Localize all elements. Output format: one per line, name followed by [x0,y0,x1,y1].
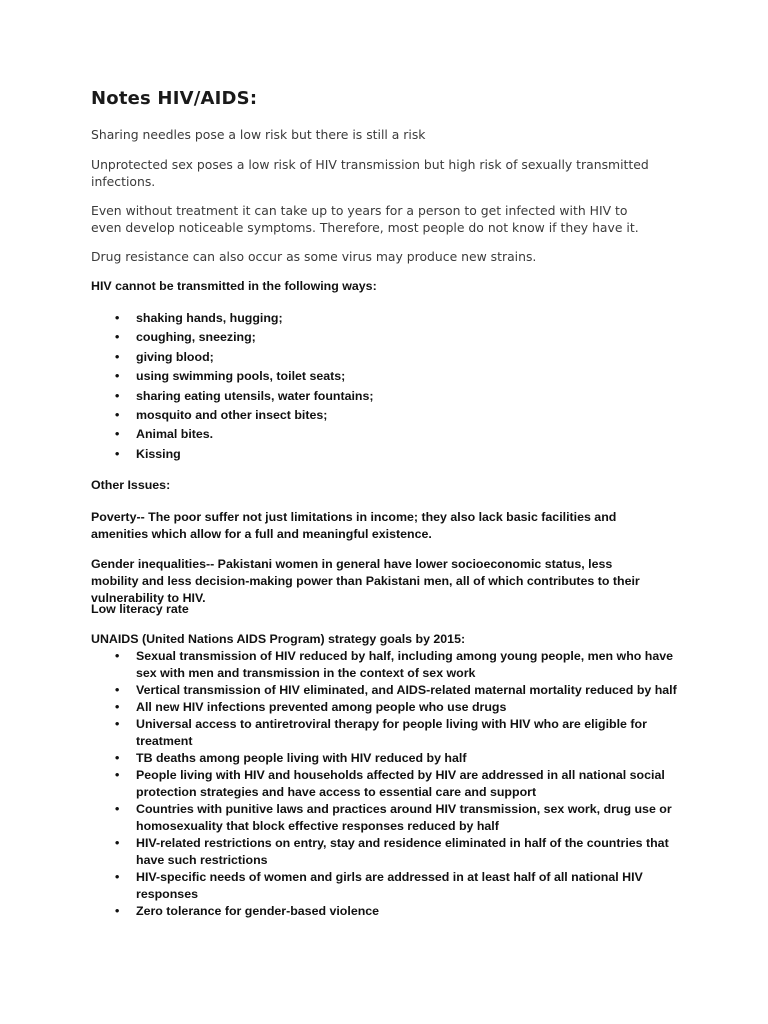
list-item: • Vertical transmission of HIV eliminated, and AIDS-related maternal mortality reduced by half [91,682,691,699]
not-transmitted-list [91,309,691,464]
unaids-goals-list [91,648,691,920]
intro-paragraph: Unprotected sex poses a low risk of HIV transmission but high risk of sexually transmitted infections. [91,157,649,189]
list-item: • People living with HIV and households affected by HIV are addressed in all national social protection strategies and have access to essential care and support [91,767,691,801]
poverty-paragraph: Poverty-- The poor suffer not just limitations in income; they also lack basic facilities and amenities which allow for a full and meaningful existence. [91,510,617,541]
intro-paragraph: Sharing needles pose a low risk but there is still a risk [91,127,426,142]
list-item: • sharing eating utensils, water fountains; [91,387,691,406]
intro-paragraph: Even without treatment it can take up to years for a person to get infected with HIV to even develop noticeable symptoms. Therefore, most people do not know if they have it. [91,203,639,235]
list-item: • mosquito and other insect bites; [91,406,691,425]
intro-paragraph: Drug resistance can also occur as some virus may produce new strains. [91,249,537,264]
list-item: • HIV-specific needs of women and girls are addressed in at least half of all national HIV responses [91,869,691,903]
not-transmitted-heading: HIV cannot be transmitted in the following ways: [91,279,377,293]
list-item: • coughing, sneezing; [91,328,691,347]
list-item: • giving blood; [91,348,691,367]
list-item: • Sexual transmission of HIV reduced by half, including among young people, men who have sex with men and transmission in the context of sex work [91,648,691,682]
document-title: Notes HIV/AIDS: [91,88,258,109]
list-item: • Zero tolerance for gender-based violence [91,903,691,920]
list-item: • HIV-related restrictions on entry, stay and residence eliminated in half of the countries that have such restrictions [91,835,691,869]
list-item: • Animal bites. [91,425,691,444]
list-item: • using swimming pools, toilet seats; [91,367,691,386]
list-item: • TB deaths among people living with HIV reduced by half [91,750,691,767]
list-item: • Universal access to antiretroviral therapy for people living with HIV who are eligible for treatment [91,716,691,750]
list-item: • All new HIV infections prevented among people who use drugs [91,699,691,716]
unaids-heading: UNAIDS (United Nations AIDS Program) strategy goals by 2015: [91,632,466,646]
list-item: • shaking hands, hugging; [91,309,691,328]
list-item: • Countries with punitive laws and practices around HIV transmission, sex work, drug use or homosexuality that block effective responses reduced by half [91,801,691,835]
other-issues-heading: Other Issues: [91,478,171,492]
literacy-paragraph: Low literacy rate [91,602,189,616]
list-item: • Kissing [91,445,691,464]
gender-paragraph: Gender inequalities-- Pakistani women in general have lower socioeconomic status, less mobility and less decision-making power than Pakistani men, all of which contributes to their vulnerability to HIV. [91,557,640,605]
